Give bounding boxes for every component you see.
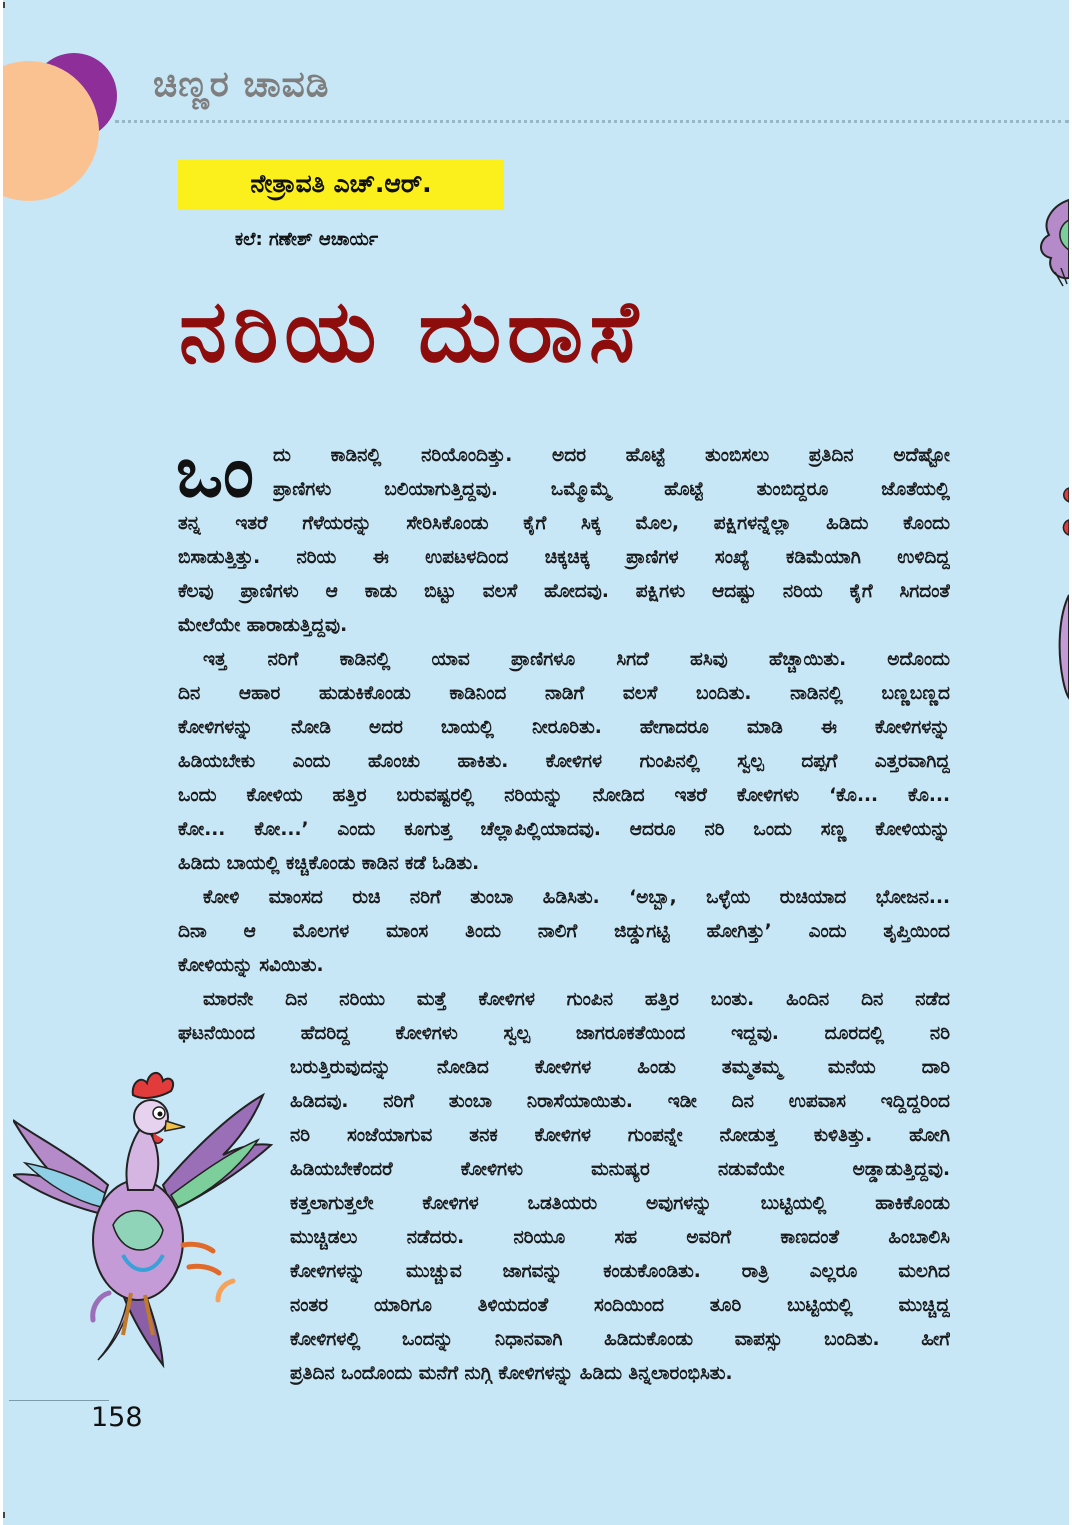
body-line: ದು ಕಾಡಿನಲ್ಲಿ ನರಿಯೊಂದಿತ್ತು. ಅದರ ಹೊಟ್ಟೆ ತುಂಬಿಸಲು ಪ್ರತಿದಿನ ಅದೆಷ್ಟೋ bbox=[273, 445, 950, 466]
body-line: ಕೋಳಿಗಳನ್ನು ನೋಡಿ ಅದರ ಬಾಯಲ್ಲಿ ನೀರೂರಿತು. ಹೇಗಾದರೂ ಮಾಡಿ ಈ ಕೋಳಿಗಳನ್ನು bbox=[178, 717, 950, 738]
body-line: ಕೋಳಿಗಳಲ್ಲಿ ಒಂದನ್ನು ನಿಧಾನವಾಗಿ ಹಿಡಿದುಕೊಂಡು ವಾಪಸ್ಸು ಬಂದಿತು. ಹೀಗೆ bbox=[290, 1329, 950, 1350]
registration-mark bbox=[3, 1512, 5, 1518]
edge-feather-illustration bbox=[1029, 480, 1069, 540]
body-line: ಇತ್ತ ನರಿಗೆ ಕಾಡಿನಲ್ಲಿ ಯಾವ ಪ್ರಾಣಿಗಳೂ ಸಿಗದೆ ಹಸಿವು ಹೆಚ್ಚಾಯಿತು. ಅದೊಂದು bbox=[203, 649, 950, 670]
footer-rule bbox=[9, 1400, 109, 1401]
body-line: ಪ್ರತಿದಿನ ಒಂದೊಂದು ಮನೆಗೆ ನುಗ್ಗಿ ಕೋಳಿಗಳನ್ನು ಹಿಡಿದು ತಿನ್ನಲಾರಂಭಿಸಿತು. bbox=[290, 1363, 733, 1384]
body-line: ಹಿಡಿದವು. ನರಿಗೆ ತುಂಬಾ ನಿರಾಸೆಯಾಯಿತು. ಇಡೀ ದಿನ ಉಪವಾಸ ಇದ್ದಿದ್ದರಿಂದ bbox=[290, 1091, 950, 1112]
body-line: ನರಿ ಸಂಜೆಯಾಗುವ ತನಕ ಕೋಳಿಗಳ ಗುಂಪನ್ನೇ ನೋಡುತ್ತ ಕುಳಿತಿತ್ತು. ಹೋಗಿ bbox=[290, 1125, 950, 1146]
edge-bird-illustration bbox=[1029, 180, 1069, 290]
body-line: ಮೇಲೆಯೇ ಹಾರಾಡುತ್ತಿದ್ದವು. bbox=[178, 615, 348, 636]
body-line: ದಿನ ಆಹಾರ ಹುಡುಕಿಕೊಂಡು ಕಾಡಿನಿಂದ ನಾಡಿಗೆ ವಲಸೆ ಬಂದಿತು. ನಾಡಿನಲ್ಲಿ ಬಣ್ಣಬಣ್ಣದ bbox=[178, 683, 950, 704]
body-line: ಮಾರನೇ ದಿನ ನರಿಯು ಮತ್ತೆ ಕೋಳಿಗಳ ಗುಂಪಿನ ಹತ್ತಿರ ಬಂತು. ಹಿಂದಿನ ದಿನ ನಡೆದ bbox=[203, 989, 950, 1010]
body-line: ಘಟನೆಯಿಂದ ಹೆದರಿದ್ದ ಕೋಳಿಗಳು ಸ್ವಲ್ಪ ಜಾಗರೂಕತೆಯಿಂದ ಇದ್ದವು. ದೂರದಲ್ಲಿ ನರಿ bbox=[178, 1023, 950, 1044]
rooster-illustration bbox=[13, 1045, 283, 1375]
body-line: ತನ್ನ ಇತರೆ ಗೆಳೆಯರನ್ನು ಸೇರಿಸಿಕೊಂಡು ಕೈಗೆ ಸಿಕ್ಕ ಮೊಲ, ಪಕ್ಷಿಗಳನ್ನೆಲ್ಲಾ ಹಿಡಿದು ಕೊಂದು bbox=[178, 513, 950, 534]
body-line: ಕೋಳಿಗಳನ್ನು ಮುಚ್ಚುವ ಜಾಗವನ್ನು ಕಂಡುಕೊಂಡಿತು. ರಾತ್ರಿ ಎಲ್ಲರೂ ಮಲಗಿದ bbox=[290, 1261, 950, 1282]
registration-mark bbox=[3, 2, 5, 8]
body-line: ಒಂದು ಕೋಳಿಯ ಹತ್ತಿರ ಬರುವಷ್ಟರಲ್ಲಿ ನರಿಯನ್ನು ನೋಡಿದ ಇತರೆ ಕೋಳಿಗಳು ‘ಕೊ... ಕೊ... bbox=[178, 785, 950, 806]
story-title: ನರಿಯ ದುರಾಸೆ bbox=[179, 282, 645, 382]
drop-cap: ಒಂ bbox=[176, 431, 255, 513]
body-line: ಕೆಲವು ಪ್ರಾಣಿಗಳು ಆ ಕಾಡು ಬಿಟ್ಟು ವಲಸೆ ಹೋದವು. ಪಕ್ಷಿಗಳು ಆದಷ್ಟು ನರಿಯ ಕೈಗೆ ಸಿಗದಂತೆ bbox=[178, 581, 950, 602]
body-line: ಬಿಸಾಡುತ್ತಿತ್ತು. ನರಿಯ ಈ ಉಪಟಳದಿಂದ ಚಿಕ್ಕಚಿಕ್ಕ ಪ್ರಾಣಿಗಳ ಸಂಖ್ಯೆ ಕಡಿಮೆಯಾಗಿ ಉಳಿದಿದ್ದ bbox=[178, 547, 950, 568]
body-line: ಹಿಡಿಯಬೇಕೆಂದರೆ ಕೋಳಿಗಳು ಮನುಷ್ಯರ ನಡುವೆಯೇ ಅಡ್ಡಾಡುತ್ತಿದ್ದವು. bbox=[290, 1159, 950, 1180]
body-line: ಮುಚ್ಚಿಡಲು ನಡೆದರು. ನರಿಯೂ ಸಹ ಅವರಿಗೆ ಕಾಣದಂತೆ ಹಿಂಬಾಲಿಸಿ bbox=[290, 1227, 950, 1248]
body-line: ಬರುತ್ತಿರುವುದನ್ನು ನೋಡಿದ ಕೋಳಿಗಳ ಹಿಂಡು ತಮ್ಮತಮ್ಮ ಮನೆಯ ದಾರಿ bbox=[290, 1057, 950, 1078]
author-box bbox=[178, 160, 504, 210]
body-line: ಕತ್ತಲಾಗುತ್ತಲೇ ಕೋಳಿಗಳ ಒಡತಿಯರು ಅವುಗಳನ್ನು ಬುಟ್ಟಿಯಲ್ಲಿ ಹಾಕಿಕೊಂಡು bbox=[290, 1193, 950, 1214]
body-line: ಕೋಳಿ ಮಾಂಸದ ರುಚಿ ನರಿಗೆ ತುಂಬಾ ಹಿಡಿಸಿತು. ‘ಅಬ್ಬಾ, ಒಳ್ಳೆಯ ರುಚಿಯಾದ ಭೋಜನ... bbox=[203, 887, 950, 908]
body-line: ನಂತರ ಯಾರಿಗೂ ತಿಳಿಯದಂತೆ ಸಂದಿಯಿಂದ ತೂರಿ ಬುಟ್ಟಿಯಲ್ಲಿ ಮುಚ್ಚಿದ್ದ bbox=[290, 1295, 950, 1316]
dotted-divider bbox=[115, 120, 1069, 123]
body-line: ಹಿಡಿದು ಬಾಯಲ್ಲಿ ಕಚ್ಚಿಕೊಂಡು ಕಾಡಿನ ಕಡೆ ಓಡಿತು. bbox=[178, 853, 480, 874]
author-name: ನೇತ್ರಾವತಿ ಎಚ್‌.ಆರ್. bbox=[250, 169, 432, 198]
body-line: ಕೋ... ಕೋ...’ ಎಂದು ಕೂಗುತ್ತ ಚೆಲ್ಲಾಪಿಲ್ಲಿಯಾದವು. ಆದರೂ ನರಿ ಒಂದು ಸಣ್ಣ ಕೋಳಿಯನ್ನು bbox=[178, 819, 950, 840]
body-line: ದಿನಾ ಆ ಮೊಲಗಳ ಮಾಂಸ ತಿಂದು ನಾಲಿಗೆ ಜಿಡ್ಡುಗಟ್ಟಿ ಹೋಗಿತ್ತು’ ಎಂದು ತೃಪ್ತಿಯಿಂದ bbox=[178, 921, 950, 942]
edge-tail-illustration bbox=[1029, 590, 1069, 700]
body-line: ಕೋಳಿಯನ್ನು ಸವಿಯಿತು. bbox=[178, 955, 324, 976]
magazine-page bbox=[3, 0, 1069, 1525]
body-line: ಪ್ರಾಣಿಗಳು ಬಲಿಯಾಗುತ್ತಿದ್ದವು. ಒಮ್ಮೊಮ್ಮೆ ಹೊಟ್ಟೆ ತುಂಬಿದ್ದರೂ ಜೊತೆಯಲ್ಲಿ bbox=[273, 479, 950, 500]
body-line: ಹಿಡಿಯಬೇಕು ಎಂದು ಹೊಂಚು ಹಾಕಿತು. ಕೋಳಿಗಳ ಗುಂಪಿನಲ್ಲಿ ಸ್ವಲ್ಪ ದಪ್ಪಗೆ ಎತ್ತರವಾಗಿದ್ದ bbox=[178, 751, 950, 772]
section-title: ಚಿಣ್ಣರ ಚಾವಡಿ bbox=[153, 64, 330, 105]
page-number: 158 bbox=[91, 1402, 143, 1433]
artist-credit: ಕಲೆ: ಗಣೇಶ್ ಆಚಾರ್ಯ bbox=[235, 229, 379, 250]
